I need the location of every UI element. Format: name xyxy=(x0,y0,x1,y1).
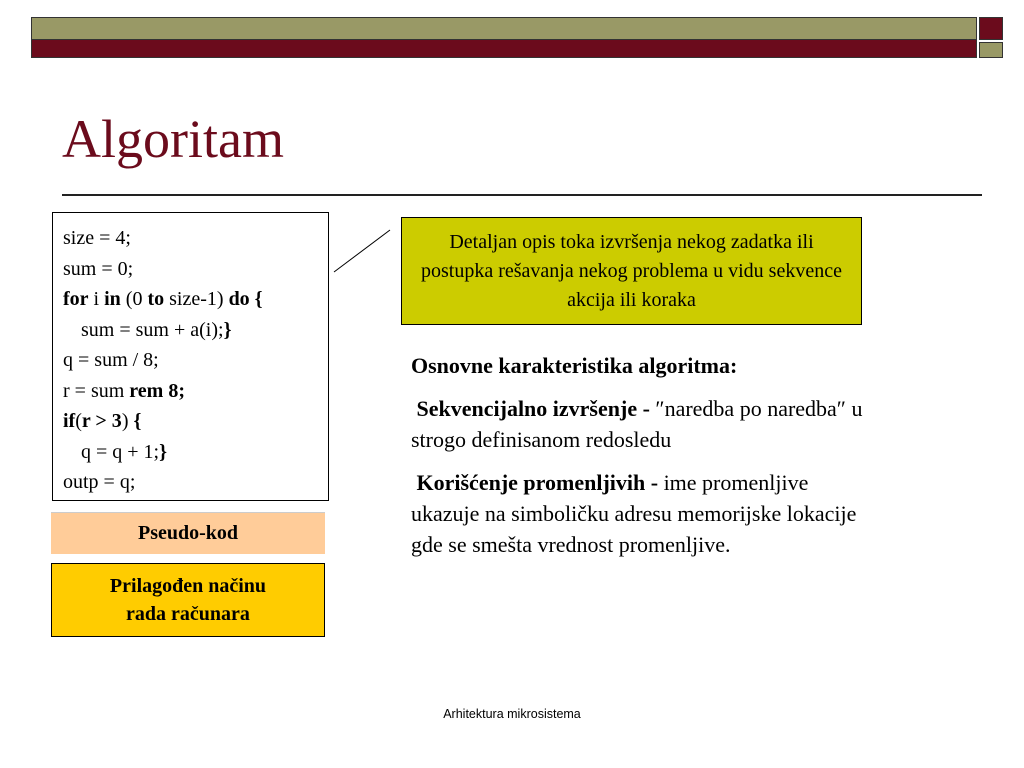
code-token: size-1) xyxy=(164,288,229,310)
slide-title: Algoritam xyxy=(62,109,284,169)
code-token: q = sum / 8; xyxy=(63,349,159,371)
code-token: sum = sum + a(i); xyxy=(81,318,224,341)
code-token: } xyxy=(159,440,168,463)
pseudo-code-box xyxy=(52,212,329,501)
definition-callout xyxy=(401,217,862,325)
code-token: do { xyxy=(228,288,263,310)
code-line xyxy=(63,406,328,437)
code-token: r > 3 xyxy=(81,410,122,432)
code-token: { xyxy=(133,410,142,432)
characteristic-variables xyxy=(411,467,871,560)
header-square-olive xyxy=(979,42,1003,58)
code-line xyxy=(63,315,328,346)
characteristics-heading: Osnovne karakteristika algoritma: xyxy=(411,353,738,378)
code-token: ) xyxy=(121,410,134,432)
code-line xyxy=(63,223,328,254)
header-bar-olive xyxy=(31,17,977,40)
code-token: (0 xyxy=(120,288,148,310)
code-line xyxy=(63,467,328,498)
callout-connector-line xyxy=(332,226,392,274)
code-token: } xyxy=(223,318,232,341)
adapted-label-line2: rada računara xyxy=(126,603,250,625)
code-token: i xyxy=(88,288,105,310)
code-token: outp = q; xyxy=(63,471,136,493)
code-token: q = q + 1; xyxy=(81,440,160,463)
pseudo-code-label-text: Pseudo-kod xyxy=(137,522,239,544)
code-line xyxy=(63,254,328,285)
characteristic-sequential-text: ″naredba po naredba″ u strogo definisanom redosledu xyxy=(411,396,863,452)
characteristics-section xyxy=(411,350,871,572)
code-token: to xyxy=(147,288,165,310)
slide-footer: Arhitektura mikrosistema xyxy=(443,707,581,721)
adapted-label-line1: Prilagođen načinu xyxy=(109,575,267,597)
code-token: for xyxy=(63,288,89,310)
code-token: r = sum xyxy=(63,379,130,402)
characteristic-sequential xyxy=(411,393,871,455)
code-token: size = 4; xyxy=(63,227,131,249)
definition-callout-text: Detaljan opis toka izvršenja nekog zadatka ili postupka rešavanja nekog problema u vidu sekvence akcija ili koraka xyxy=(421,230,842,311)
title-divider xyxy=(62,194,982,196)
code-token: ( xyxy=(75,410,82,432)
characteristic-variables-text: ime promenljive ukazuje na simboličku adresu memorijske lokacije gde se smešta vrednost promenljive. xyxy=(411,470,857,557)
characteristic-sequential-lead: Sekvencijalno izvršenje - xyxy=(416,396,650,421)
code-token: rem 8; xyxy=(129,379,185,402)
code-line xyxy=(63,284,328,315)
code-token: if xyxy=(63,410,76,432)
adapted-label xyxy=(51,563,325,637)
header-square-maroon xyxy=(979,17,1003,40)
code-token: sum = 0; xyxy=(63,257,134,280)
code-line xyxy=(63,345,328,376)
header-bar-maroon xyxy=(31,40,977,58)
pseudo-code-label xyxy=(51,512,325,554)
characteristic-variables-lead: Korišćenje promenljivih - xyxy=(416,470,659,495)
code-token: in xyxy=(104,288,121,310)
code-line xyxy=(63,376,328,407)
code-line xyxy=(63,437,328,468)
